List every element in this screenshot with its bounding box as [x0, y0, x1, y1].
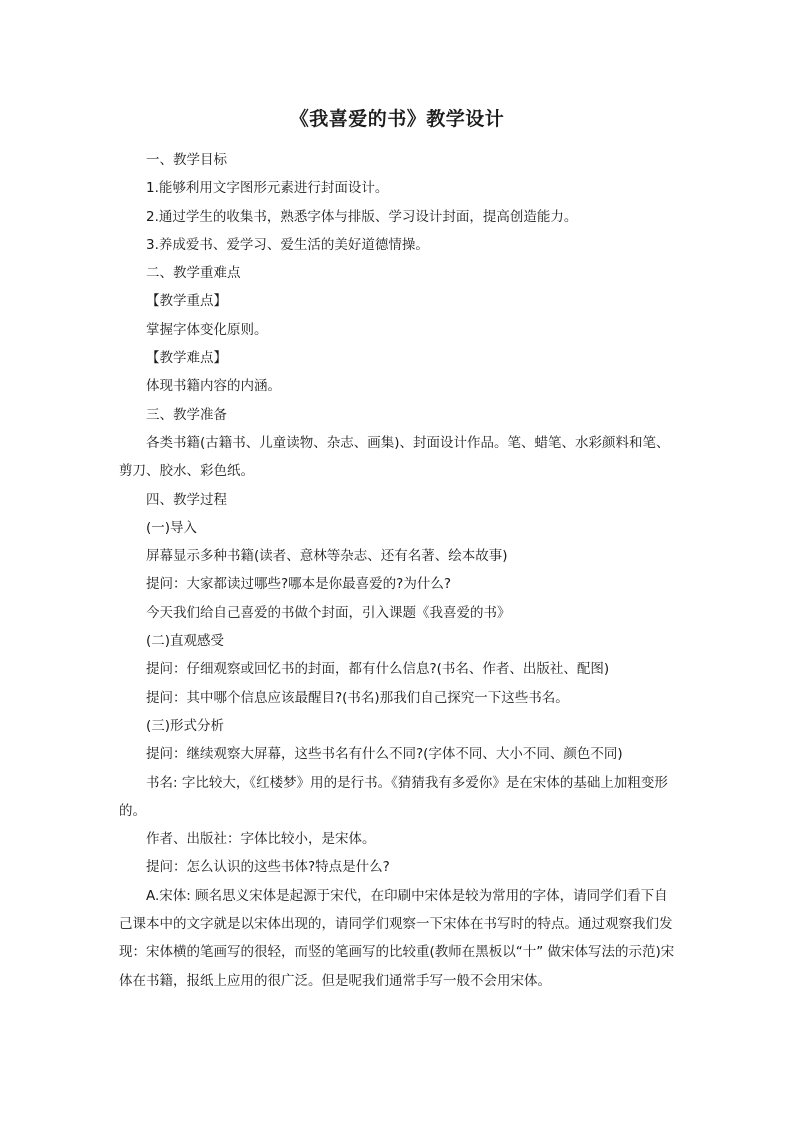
goal-item-3: 3.养成爱书、爱学习、爱生活的美好道德情操。 [146, 236, 429, 253]
difficulty-text: 体现书籍内容的内涵。 [146, 378, 281, 395]
subheading-analysis: (三)形式分析 [146, 717, 225, 734]
section-heading-preparation: 三、教学准备 [146, 406, 227, 423]
analysis-question-1: 提问：继续观察大屏幕，这些书名有什么不同?(字体不同、大小不同、颜色不同) [146, 746, 623, 763]
subheading-perception: (二)直观感受 [146, 633, 225, 650]
section-heading-goals: 一、教学目标 [146, 152, 227, 168]
subheading-difficulty: 【教学难点】 [146, 350, 227, 367]
intro-text-2: 今天我们给自己喜爱的书做个封面，引入课题《我喜爱的书》 [146, 604, 511, 621]
perception-question-1: 提问：仔细观察或回忆书的封面，都有什么信息?(书名、作者、出版社、配图) [146, 661, 610, 678]
intro-question: 提问：大家都读过哪些?哪本是你最喜爱的?为什么? [146, 576, 451, 593]
preparation-text: 各类书籍(古籍书、儿童读物、杂志、画集)、封面设计作品。笔、蜡笔、水彩颜料和笔、剪刀、胶水、彩色纸。 [119, 434, 670, 480]
key-point-text: 掌握字体变化原则。 [146, 321, 268, 338]
goal-item-1: 1.能够利用文字图形元素进行封面设计。 [146, 180, 389, 197]
analysis-title-text: 书名: 字比较大，《红楼梦》用的是行书。《猜猜我有多爱你》是在宋体的基础上加粗变形的。 [119, 774, 668, 819]
perception-question-2: 提问：其中哪个信息应该最醒目?(书名)那我们自己探究一下这些书名。 [146, 689, 569, 706]
intro-text-1: 屏幕显示多种书籍(读者、意林等杂志、还有名著、绘本故事) [146, 548, 508, 565]
analysis-author-text: 作者、出版社：字体比较小，是宋体。 [146, 831, 376, 848]
subheading-key-point: 【教学重点】 [146, 293, 227, 310]
subheading-intro: (一)导入 [146, 519, 198, 536]
document-body [119, 146, 679, 995]
goal-item-2: 2.通过学生的收集书，熟悉字体与排版、学习设计封面，提高创造能力。 [146, 208, 578, 225]
section-heading-process: 四、教学过程 [146, 491, 227, 508]
analysis-question-2: 提问：怎么认识的这些书体?特点是什么? [146, 859, 390, 876]
section-heading-key-points: 二、教学重难点 [146, 265, 241, 282]
document-title: 《我喜爱的书》教学设计 [289, 108, 505, 130]
songti-description: A.宋体: 顾名思义宋体是起源于宋代，在印刷中宋体是较为常用的字体，请同学们看下自己课本中的文字就是以宋体出现的，请同学们观察一下宋体在书写时的特点。通过观察我们发现：宋体横的笔画写的很轻，而竖的笔画写的比较重(教师在黑板以“十” 做宋体写法的示范)宋体在书籍，报纸上应用的很广泛。但是呢我们通常手写一般不会用宋体。 [119, 887, 675, 989]
